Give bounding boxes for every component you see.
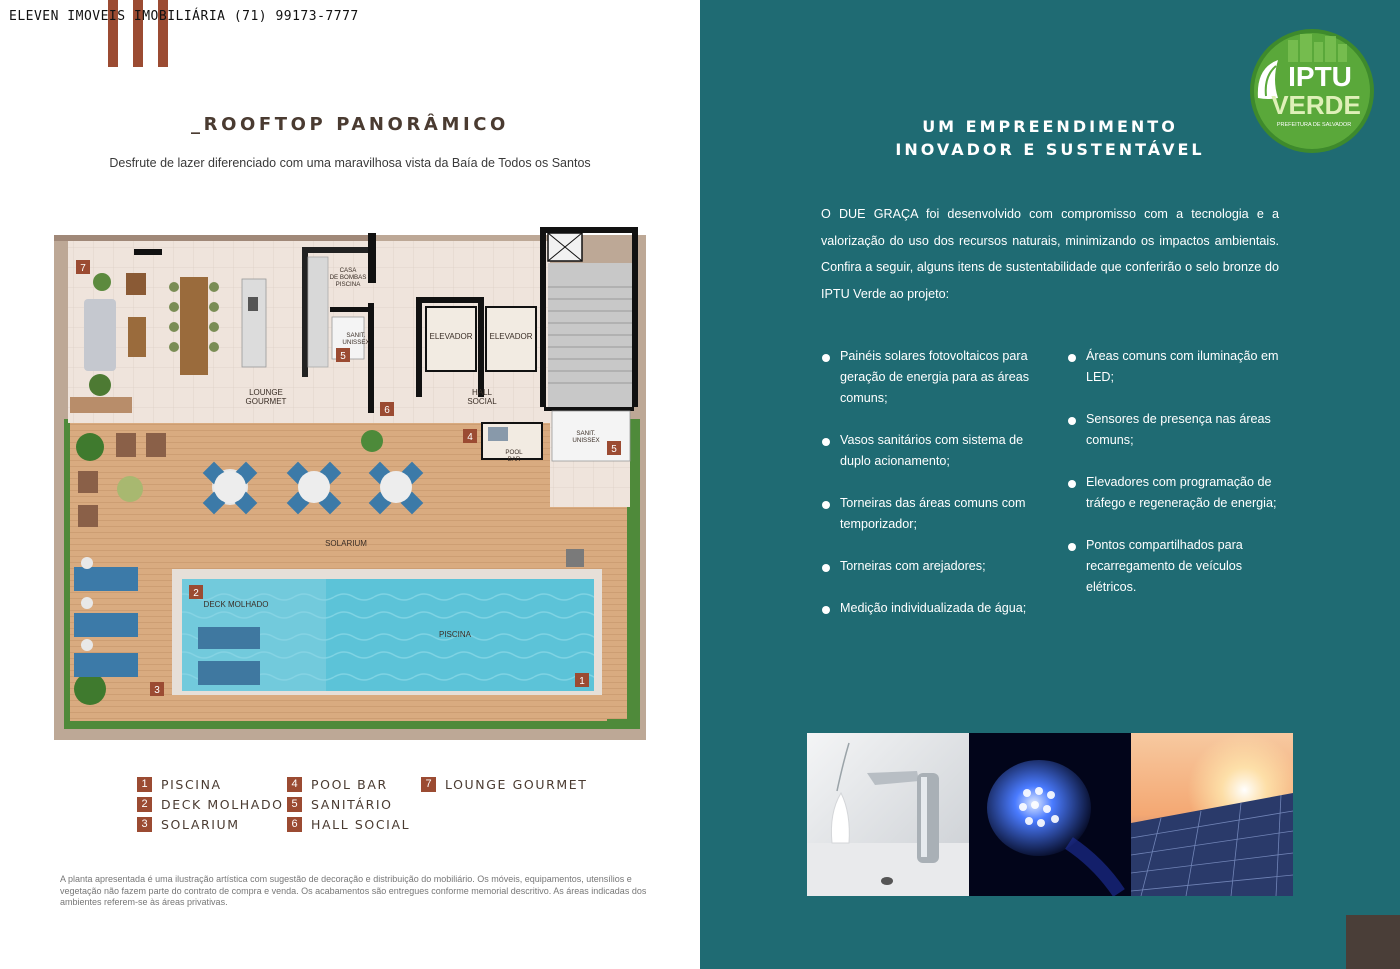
- intro-paragraph: O DUE GRAÇA foi desenvolvido com compromisso com a tecnologia e a valorização do uso dos recursos naturais, minimizando os impactos ambientais. Confira a seguir, alguns itens de sustentabilidade que conferirão o selo bronze do IPTU Verde ao projeto:: [821, 207, 1279, 302]
- corner-block: [1346, 915, 1400, 969]
- plan-marker-4: 4: [467, 432, 473, 443]
- label-sanit-2b: UNISSEX: [572, 437, 600, 444]
- label-casa-bombas-3: PISCINA: [335, 281, 361, 288]
- list-item: Torneiras com arejadores;: [821, 556, 1051, 577]
- legend-item: [287, 776, 388, 792]
- legend-number: 3: [137, 817, 152, 832]
- legend-item: [137, 796, 284, 812]
- plan-marker-7: 7: [80, 263, 86, 274]
- page-subtitle: Desfrute de lazer diferenciado com uma maravilhosa vista da Baía de Todos os Santos: [109, 156, 591, 170]
- label-pool-bar-1: POOL: [505, 449, 523, 456]
- plan-marker-3: 3: [154, 685, 160, 696]
- legend-label: POOL BAR: [311, 776, 388, 792]
- legend-number: 7: [421, 777, 436, 792]
- label-casa-bombas-2: DE BOMBAS: [329, 274, 367, 281]
- section-heading-line1: UM EMPREENDIMENTO: [922, 117, 1178, 136]
- legend-item: [421, 776, 588, 792]
- legend-label: SANITÁRIO: [311, 796, 393, 812]
- legend-item: [137, 816, 240, 832]
- seal-iptu-text: IPTU: [1288, 61, 1352, 92]
- label-lounge-2: GOURMET: [245, 397, 287, 406]
- photo-strip: [807, 733, 1293, 896]
- label-hall-2: SOCIAL: [467, 397, 497, 406]
- label-casa-bombas-1: CASA: [339, 267, 357, 274]
- label-solarium: SOLARIUM: [325, 539, 367, 548]
- watermark-text: ELEVEN IMOVEIS IMOBILIÁRIA (71) 99173-7777: [9, 9, 359, 24]
- solar-panels-photo: [1131, 733, 1293, 896]
- plan-marker-5b: 5: [611, 444, 617, 455]
- plan-marker-1: 1: [579, 676, 585, 687]
- right-page: [700, 0, 1400, 969]
- led-bulb-photo: [969, 733, 1131, 896]
- legend-number: 6: [287, 817, 302, 832]
- list-item: Painéis solares fotovoltaicos para geração de energia para as áreas comuns;: [821, 346, 1051, 409]
- label-elevador-2: ELEVADOR: [489, 332, 533, 341]
- label-elevador-1: ELEVADOR: [429, 332, 473, 341]
- legend-label: DECK MOLHADO: [161, 796, 284, 812]
- legend-label: PISCINA: [161, 776, 222, 792]
- label-pool-bar-2: BAR: [507, 456, 521, 463]
- rooftop-floor-plan: [54, 227, 646, 740]
- seal-verde-text: VERDE: [1271, 90, 1361, 120]
- legend-number: 4: [287, 777, 302, 792]
- list-item: Sensores de presença nas áreas comuns;: [1067, 409, 1292, 451]
- section-heading-line2: INOVADOR E SUSTENTÁVEL: [895, 140, 1205, 159]
- list-item: Elevadores com programação de tráfego e regeneração de energia;: [1067, 472, 1292, 514]
- label-hall-1: HALL: [471, 388, 493, 397]
- label-sanit-1a: SANIT.: [346, 332, 366, 339]
- seal-prefeitura-text: PREFEITURA DE SALVADOR: [1276, 122, 1352, 128]
- legend-number: 5: [287, 797, 302, 812]
- disclaimer-text: A planta apresentada é uma ilustração artística com sugestão de decoração e distribuição do mobiliário. Os móveis, equipamentos, utensílios e vegetação não fazem parte do contrato de compra e venda. Os acabamentos são entregues conforme memorial descritivo. As áreas indicadas dos ambientes referem-se às áreas privativas.: [60, 874, 647, 907]
- plan-marker-5a: 5: [340, 351, 346, 362]
- list-item: Torneiras das áreas comuns com temporizador;: [821, 493, 1051, 535]
- legend-label: SOLARIUM: [161, 816, 240, 832]
- legend-number: 1: [137, 777, 152, 792]
- plan-legend: [137, 776, 607, 836]
- label-deck: DECK MOLHADO: [203, 600, 269, 609]
- plan-marker-6: 6: [384, 405, 390, 416]
- label-piscina: PISCINA: [438, 630, 472, 639]
- legend-number: 2: [137, 797, 152, 812]
- legend-item: [287, 796, 393, 812]
- list-item: Áreas comuns com iluminação em LED;: [1067, 346, 1292, 388]
- faucet-photo: [807, 733, 969, 896]
- label-sanit-2a: SANIT.: [576, 430, 596, 437]
- list-item: Pontos compartilhados para recarregamento de veículos elétricos.: [1067, 535, 1292, 598]
- list-item: Vasos sanitários com sistema de duplo acionamento;: [821, 430, 1051, 472]
- plan-marker-2: 2: [193, 588, 199, 599]
- legend-item: [287, 816, 410, 832]
- label-lounge-1: LOUNGE: [249, 388, 283, 397]
- sustainability-list-col1: [821, 346, 1051, 640]
- sustainability-list-col2: [1067, 346, 1292, 619]
- list-item: Medição individualizada de água;: [821, 598, 1051, 619]
- legend-item: [137, 776, 222, 792]
- page-title: _ROOFTOP PANORÂMICO: [191, 114, 509, 135]
- label-sanit-1b: UNISSEX: [342, 339, 370, 346]
- legend-label: LOUNGE GOURMET: [445, 776, 588, 792]
- legend-label: HALL SOCIAL: [311, 816, 411, 832]
